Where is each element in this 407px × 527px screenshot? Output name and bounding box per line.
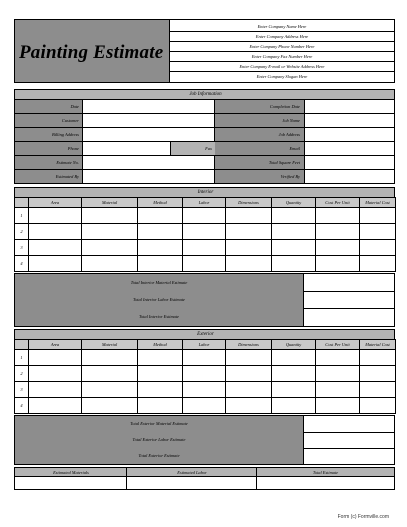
- col-header: Material Cost: [360, 198, 396, 208]
- company-address[interactable]: Enter Company Address Here: [170, 32, 394, 42]
- phone-label: Phone: [67, 146, 79, 151]
- estimate-no-label: Estimate No.: [56, 160, 79, 165]
- completion-date-label: Completion Date: [269, 104, 300, 109]
- col-header: Material: [82, 340, 138, 350]
- interior-table: [14, 197, 396, 272]
- col-header: Cost Per Unit: [316, 340, 360, 350]
- fax-label: Fax: [205, 146, 212, 151]
- table-row: 1: [15, 350, 396, 366]
- company-fax[interactable]: Enter Company Fax Number Here: [170, 52, 394, 62]
- col-header: Material: [82, 198, 138, 208]
- company-name[interactable]: Enter Company Name Here: [170, 22, 394, 32]
- job-info-section: [14, 99, 395, 184]
- interior-header: Interior: [14, 187, 395, 198]
- interior-totals: [14, 273, 304, 327]
- copyright-footer: Form (c) Formville.com: [337, 514, 389, 520]
- col-header: Method: [138, 198, 183, 208]
- company-phone[interactable]: Enter Company Phone Number Here: [170, 42, 394, 52]
- table-row: 2: [15, 224, 396, 240]
- exterior-totals-values[interactable]: [303, 415, 395, 465]
- job-info-header: Job Information: [14, 89, 395, 100]
- col-header: Material Cost: [360, 340, 396, 350]
- table-row: 4: [15, 398, 396, 414]
- col-header: Labor: [183, 340, 226, 350]
- col-header: Area: [29, 198, 82, 208]
- col-header: Area: [29, 340, 82, 350]
- col-header: Cost Per Unit: [316, 198, 360, 208]
- exterior-totals: [14, 415, 304, 465]
- estimated-materials-label: Estimated Materials: [53, 470, 89, 475]
- form-title: Painting Estimate: [19, 42, 164, 63]
- interior-total-label: Total Interior Estimate: [138, 314, 180, 319]
- table-row: 2: [15, 366, 396, 382]
- exterior-header: Exterior: [14, 329, 395, 340]
- date-label: Date: [70, 104, 79, 109]
- exterior-labor-total-label: Total Exterior Labor Estimate: [132, 437, 186, 442]
- email-label: Email: [289, 146, 300, 151]
- estimated-by-label: Estimated By: [55, 174, 79, 179]
- company-slogan[interactable]: Enter Company Slogan Here: [256, 74, 308, 79]
- estimated-labor-label: Estimated Labor: [177, 470, 207, 475]
- exterior-total-label: Total Exterior Estimate: [138, 453, 180, 458]
- table-row: 3: [15, 382, 396, 398]
- billing-address-label: Billing Address: [52, 132, 79, 137]
- col-header: Method: [138, 340, 183, 350]
- col-header: Dimensions: [226, 198, 272, 208]
- col-header: Labor: [183, 198, 226, 208]
- col-header: Dimensions: [226, 340, 272, 350]
- table-row: 3: [15, 240, 396, 256]
- customer-label: Customer: [61, 118, 79, 123]
- col-header: Quantity: [272, 340, 316, 350]
- summary-values[interactable]: [14, 476, 395, 490]
- title-box: [14, 19, 170, 83]
- company-email[interactable]: Enter Company E-mail or Website Address Here: [170, 62, 394, 72]
- company-info-box: [169, 19, 395, 83]
- interior-totals-values[interactable]: [303, 273, 395, 327]
- total-estimate-label: Total Estimate: [312, 470, 339, 475]
- interior-labor-total-label: Total Interior Labor Estimate: [133, 297, 185, 302]
- job-address-label: Job Address: [278, 132, 300, 137]
- table-row: 1: [15, 208, 396, 224]
- exterior-material-total-label: Total Exterior Material Estimate: [130, 421, 188, 426]
- exterior-table: [14, 339, 396, 414]
- col-header: Quantity: [272, 198, 316, 208]
- job-name-label: Job Name: [282, 118, 300, 123]
- total-sqft-label: Total Square Feet: [268, 160, 300, 165]
- interior-material-total-label: Total Interior Material Estimate: [130, 280, 188, 285]
- verified-by-label: Verified By: [280, 174, 300, 179]
- estimate-form: [14, 19, 395, 505]
- table-row: 4: [15, 256, 396, 272]
